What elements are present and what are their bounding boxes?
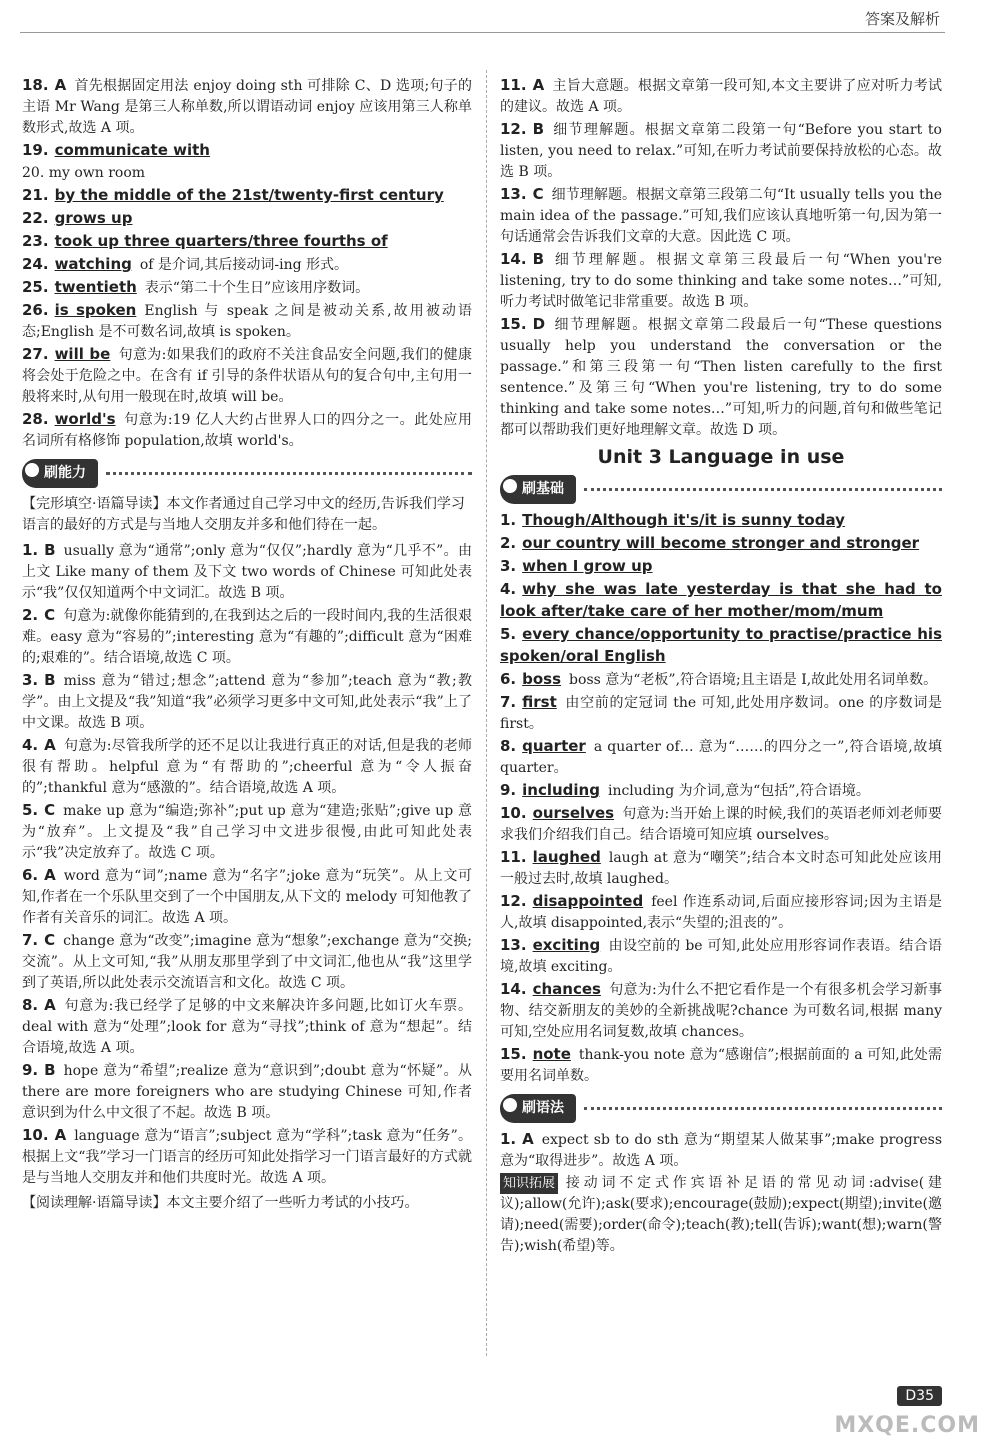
item-answer: why she was late yesterday is that she had to look after/take care of her mother/mom/mum [500, 580, 942, 620]
item-number: 15. [500, 315, 527, 333]
answers-18-28 [22, 75, 472, 452]
item-answer: disappointed [532, 892, 644, 910]
item-explanation: 句意为:就像你能猜到的,在我到达之后的一段时间内,我的生活很艰难。easy 意为“容易的”;interesting 意为“有趣的”;difficult 意为“困难的;艰难的”。结合语境,故选 C 项。 [22, 608, 472, 666]
column-divider [486, 70, 487, 1356]
item-answer: including [522, 781, 600, 799]
item-number: 5. [22, 801, 39, 819]
item-answer: boss [522, 670, 562, 688]
dotted-rule [584, 1107, 942, 1110]
item-number: 12. [500, 120, 527, 138]
answer-item [22, 231, 472, 253]
item-explanation: hope 意为“希望”;realize 意为“意识到”;doubt 意为“怀疑”。从 there are more foreigners who are studying Chinese 可知,作者意识到为什么中文很了不起。故选 B 项。 [22, 1063, 472, 1121]
item-answer: A [44, 736, 56, 754]
answer-item [500, 891, 942, 934]
answer-item [500, 692, 942, 735]
answer-item [500, 847, 942, 890]
item-explanation: 表示“第二十个生日”应该用序数词。 [144, 280, 370, 296]
item-number: 28. [22, 410, 49, 428]
item-number: 23. [22, 232, 49, 250]
section-ability [22, 458, 472, 488]
item-answer: is spoken [54, 301, 137, 319]
answer-item [22, 140, 472, 162]
item-number: 26. [22, 301, 49, 319]
item-answer: A [522, 1130, 534, 1148]
item-number: 1. [500, 1130, 517, 1148]
item-answer: A [532, 76, 545, 94]
answer-item [500, 119, 942, 183]
item-number: 3. [22, 671, 39, 689]
item-explanation: change 意为“改变”;imagine 意为“想象”;exchange 意为“交换;交流”。从上文可知,“我”从朋友那里学到了中文词汇,他也从“我”这里学到了英语,所以此处表示交流语言和文化。故选 C 项。 [22, 933, 472, 991]
answer-item [500, 556, 942, 578]
item-number: 8. [22, 996, 39, 1014]
item-number: 6. [22, 866, 39, 884]
item-number: 7. [500, 693, 517, 711]
item-explanation: 句意为:当开始上课的时候,我们的英语老师刘老师要求我们介绍我们自己。结合语境可知应填 ourselves。 [500, 806, 942, 843]
answer-item [22, 1125, 472, 1189]
item-number: 6. [500, 670, 517, 688]
item-answer: watching [54, 255, 132, 273]
item-answer: grows up [54, 209, 133, 227]
answer-item [500, 780, 942, 802]
item-answer: A [44, 996, 56, 1014]
answer-item [500, 510, 942, 532]
item-explanation: 由设空前的 be 可知,此处应用形容词作表语。结合语境,故填 exciting。 [500, 938, 942, 975]
item-answer: B [532, 120, 545, 138]
answer-item [22, 540, 472, 604]
answer-item [22, 163, 472, 184]
item-explanation: 句意为:尽管我所学的还不足以让我进行真正的对话,但是我的老师很有帮助。helpful 意为“有帮助的”;cheerful 意为“令人振奋的”;thankful 意为“感激的”。结合语境,故选 A 项。 [22, 738, 472, 796]
item-answer: communicate with [54, 141, 210, 159]
answer-item [500, 1129, 942, 1172]
item-number: 14. [500, 980, 527, 998]
answer-item [500, 533, 942, 555]
section-grammar [500, 1093, 942, 1123]
item-explanation: make up 意为“编造;弥补”;put up 意为“建造;张贴”;give up 意为“放弃”。上文提及“我”自己学习中文进步很慢,由此可知此处表示“我”决定放弃了。故选 C 项。 [22, 803, 472, 861]
answer-item [500, 1044, 942, 1087]
answer-item [22, 344, 472, 408]
item-number: 10. [500, 804, 527, 822]
item-explanation: 细节理解题。根据文章第二段最后一句“These questions usually help you understand the conversation or the passage.”和第三段第一句“Then listen carefully to the first sentence.”及第三句“When you're listening, try to do some thinking and take some notes…”可知,听力的问题,首句和做些笔记都可以帮助我们更好地理解文章。故选 D 项。 [500, 317, 942, 438]
answer-item [500, 803, 942, 846]
item-answer: A [54, 1126, 67, 1144]
answer-item [22, 995, 472, 1059]
item-explanation: English 与 speak 之间是被动关系,故用被动语态;English 是不可数名词,故填 is spoken。 [22, 303, 472, 340]
item-explanation: thank-you note 意为“感谢信”;根据前面的 a 可知,此处需要用名词单数。 [500, 1047, 942, 1084]
knowledge-text: 接动词不定式作宾语补足语的常见动词:advise(建议);allow(允许);ask(要求);encourage(鼓励);expect(期望);invite(邀请);need(需要);order(命令);teach(教);tell(告诉);want(想);warn(警告);wish(希望)等。 [500, 1175, 942, 1254]
answer-item [500, 935, 942, 978]
item-answer: chances [532, 980, 601, 998]
answer-item [500, 736, 942, 779]
page-number: D35 [897, 1386, 942, 1406]
left-column [22, 75, 472, 1218]
item-explanation: laugh at 意为“嘲笑”;结合本文时态可知此处应该用一般过去时,故填 laughed。 [500, 850, 942, 887]
answer-item [22, 670, 472, 734]
item-answer: twentieth [54, 278, 137, 296]
basic-answers [500, 510, 942, 1087]
item-answer: C [44, 606, 56, 624]
item-number: 3. [500, 557, 517, 575]
item-explanation: 句意为:我已经学了足够的中文来解决许多问题,比如订火车票。deal with 意为“处理”;look for 意为“寻找”;think of 意为“想起”。结合语境,故选 A 项。 [22, 998, 472, 1056]
item-explanation: 首先根据固定用法 enjoy doing sth 可排除 C、D 选项;句子的主语 Mr Wang 是第三人称单数,所以谓语动词 enjoy 应该用第三人称单数形式,故选 A 项。 [22, 78, 472, 136]
answer-item [22, 300, 472, 343]
section-badge: 刷基础 [500, 475, 576, 504]
item-number: 9. [500, 781, 517, 799]
right-column [500, 75, 942, 1258]
item-number: 2. [500, 534, 517, 552]
item-explanation: expect sb to do sth 意为“期望某人做某事”;make progress 意为“取得进步”。故选 A 项。 [500, 1132, 942, 1169]
unit-title: Unit 3 Language in use [597, 446, 845, 468]
answer-item [500, 184, 942, 248]
item-number: 5. [500, 625, 517, 643]
item-answer: exciting [532, 936, 601, 954]
answer-item [22, 254, 472, 276]
item-answer: will be [54, 345, 111, 363]
item-explanation: 主旨大意题。根据文章第一段可知,本文主要讲了应对听力考试的建议。故选 A 项。 [500, 78, 942, 115]
dotted-rule [584, 488, 942, 491]
item-explanation: a quarter of… 意为“……的四分之一”,符合语境,故填 quarter。 [500, 739, 942, 776]
answer-item [22, 930, 472, 994]
item-answer: C [532, 185, 544, 203]
item-explanation: 细节理解题。根据文章第三段第二句“It usually tells you the main idea of the passage.”可知,我们应该认真地听第一句,因为第一句话通常会告诉我们文章的大意。因此选 C 项。 [500, 187, 942, 245]
item-number: 25. [22, 278, 49, 296]
answer-item [22, 800, 472, 864]
item-number: 2. [22, 606, 39, 624]
knowledge-box [500, 1173, 942, 1257]
item-explanation: 句意为:如果我们的政府不关注食品安全问题,我们的健康将会处于危险之中。在含有 if 引导的条件状语从句的复合句中,主句用一般将来时,从句用一般现在时,故填 will be。 [22, 347, 472, 405]
item-explanation: 细节理解题。根据文章第二段第一句“Before you start to listen, you need to relax.”可知,在听力考试前要保持放松的心态。故选 B 项。 [500, 122, 942, 180]
answer-item [500, 75, 942, 118]
grammar-answers [500, 1129, 942, 1172]
item-answer: quarter [522, 737, 586, 755]
item-explanation: word 意为“词”;name 意为“名字”;joke 意为“玩笑”。从上文可知,作者在一个乐队里交到了一个中国朋友,从下文的 melody 可知他教了作者有关音乐的词汇。故选 A 项。 [22, 868, 472, 926]
item-number: 21. [22, 186, 49, 204]
item-answer: C [44, 931, 56, 949]
section-badge: 刷能力 [22, 459, 98, 488]
item-number: 14. [500, 250, 527, 268]
item-number: 18. [22, 76, 49, 94]
item-number: 11. [500, 848, 527, 866]
item-number: 22. [22, 209, 49, 227]
item-answer: when I grow up [522, 557, 653, 575]
item-number: 10. [22, 1126, 49, 1144]
item-number: 9. [22, 1061, 39, 1079]
item-explanation: 20. my own room [22, 165, 146, 181]
item-number: 7. [22, 931, 39, 949]
item-answer: every chance/opportunity to practise/practice his spoken/oral English [500, 625, 942, 665]
item-answer: by the middle of the 21st/twenty-first century [54, 186, 444, 204]
watermark-logo: MXQE.COM [834, 1413, 980, 1438]
item-explanation: feel 作连系动词,后面应接形容词;因为主语是人,故填 disappointed,表示“失望的;沮丧的”。 [500, 894, 942, 931]
answer-item [500, 669, 942, 691]
item-number: 4. [22, 736, 39, 754]
item-number: 13. [500, 185, 527, 203]
section-badge: 刷语法 [500, 1094, 576, 1123]
answer-item [22, 185, 472, 207]
item-answer: Though/Although it's/it is sunny today [522, 511, 845, 529]
item-number: 19. [22, 141, 49, 159]
answer-item [22, 277, 472, 299]
item-explanation: 句意为:19 亿人大约占世界人口的四分之一。此处应用名词所有格修饰 population,故填 world's。 [22, 412, 472, 449]
item-explanation: 由空前的定冠词 the 可知,此处用序数词。one 的序数词是 first。 [500, 695, 942, 732]
item-explanation: 句意为:为什么不把它看作是一个有很多机会学习新事物、结交新朋友的美妙的全新挑战呢?chance 为可数名词,根据 many 可知,空处应用名词复数,故填 chances。 [500, 982, 942, 1040]
item-explanation: 细节理解题。根据文章第三段最后一句“When you're listening, try to do some thinking and take some notes…”可知,听力考试时做笔记非常重要。故选 B 项。 [500, 252, 942, 310]
item-number: 27. [22, 345, 49, 363]
item-answer: B [44, 671, 56, 689]
answer-item [22, 208, 472, 230]
item-answer: B [532, 250, 545, 268]
cloze-answers [22, 540, 472, 1189]
item-answer: took up three quarters/three fourths of [54, 232, 388, 250]
item-answer: A [44, 866, 56, 884]
item-answer: A [54, 76, 67, 94]
dotted-rule [106, 472, 472, 475]
item-answer: B [44, 541, 56, 559]
answer-item [22, 605, 472, 669]
item-number: 1. [22, 541, 39, 559]
item-answer: first [522, 693, 557, 711]
answer-item [500, 314, 942, 441]
header-rule [20, 32, 945, 33]
answer-item [22, 1060, 472, 1124]
item-number: 12. [500, 892, 527, 910]
answer-item [500, 979, 942, 1043]
item-answer: D [532, 315, 546, 333]
answer-item [500, 624, 942, 668]
item-explanation: miss 意为“错过;想念”;attend 意为“参加”;teach 意为“教;教学”。由上文提及“我”知道“我”必须学习更多中文可知,此处表示“我”上了中文课。故选 B 项。 [22, 673, 472, 731]
answer-item [22, 75, 472, 139]
cloze-guide: 【完形填空·语篇导读】本文作者通过自己学习中文的经历,告诉我们学习语言的最好的方式是与当地人交朋友并多和他们待在一起。 [22, 496, 465, 533]
item-number: 15. [500, 1045, 527, 1063]
answer-item [500, 579, 942, 623]
item-answer: C [44, 801, 56, 819]
section-basics [500, 474, 942, 504]
answer-item [22, 409, 472, 452]
item-explanation: language 意为“语言”;subject 意为“学科”;task 意为“任务”。根据上文“我”学习一门语言的经历可知此处指学习一门语言最好的方式就是与当地人交朋友并和他们共度时光。故选 A 项。 [22, 1128, 472, 1186]
item-number: 24. [22, 255, 49, 273]
answer-item [22, 865, 472, 929]
reading-guide: 【阅读理解·语篇导读】本文主要介绍了一些听力考试的小技巧。 [22, 1195, 419, 1211]
answer-item [22, 735, 472, 799]
item-answer: note [532, 1045, 571, 1063]
reading-answers [500, 75, 942, 441]
item-number: 11. [500, 76, 527, 94]
knowledge-tag: 知识拓展 [500, 1173, 558, 1194]
item-number: 8. [500, 737, 517, 755]
item-answer: laughed [532, 848, 601, 866]
item-explanation: boss 意为“老板”,符合语境;且主语是 I,故此处用名词单数。 [569, 672, 938, 688]
item-answer: ourselves [532, 804, 615, 822]
page-header: 答案及解析 [864, 10, 940, 28]
item-number: 1. [500, 511, 517, 529]
item-answer: our country will become stronger and stronger [522, 534, 920, 552]
item-explanation: of 是介词,其后接动词-ing 形式。 [139, 257, 349, 273]
item-number: 13. [500, 936, 527, 954]
answer-item [500, 249, 942, 313]
item-explanation: usually 意为“通常”;only 意为“仅仅”;hardly 意为“几乎不”。由上文 Like many of them 及下文 two words of Chinese 可知此处表示“我”仅仅知道两个中文词汇。故选 B 项。 [22, 543, 472, 601]
item-answer: B [44, 1061, 56, 1079]
item-number: 4. [500, 580, 517, 598]
item-answer: world's [54, 410, 116, 428]
item-explanation: including 为介词,意为“包括”,符合语境。 [607, 783, 870, 799]
